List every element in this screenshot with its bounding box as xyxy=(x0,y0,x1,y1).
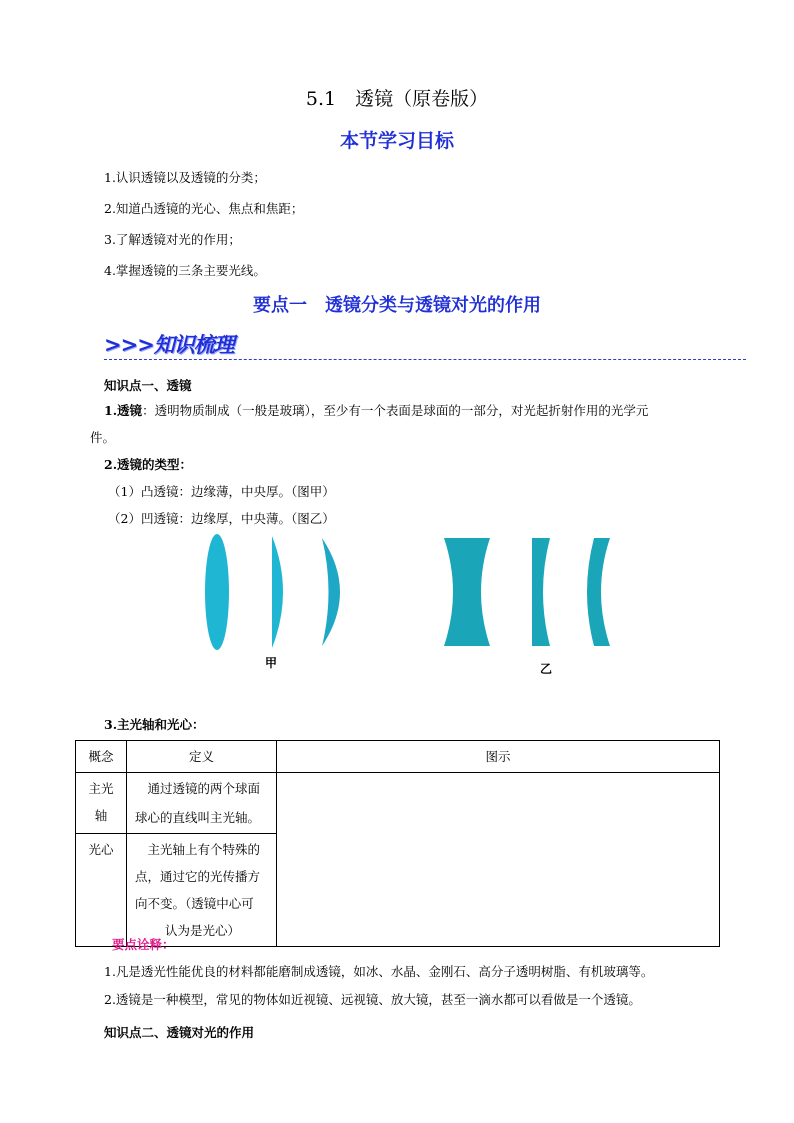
plano-convex-lens xyxy=(272,536,283,648)
header-definition: 定义 xyxy=(127,741,277,773)
lens-type-convex: （1）凸透镜：边缘薄，中央厚。（图甲） xyxy=(108,484,335,499)
learning-goals-title: 本节学习目标 xyxy=(339,130,454,152)
lens-definition-text: ：透明物质制成（一般是玻璃），至少有一个表面是球面的一部分，对光起折射作用的光学元 xyxy=(142,403,649,418)
lens-figure xyxy=(190,530,630,680)
goal-item: 3.了解透镜对光的作用； xyxy=(104,232,241,247)
header-diagram: 图示 xyxy=(277,741,720,773)
goal-item: 1.认识透镜以及透镜的分类； xyxy=(104,170,266,185)
note-item: 1.凡是透光性能优良的材料都能磨制成透镜，如冰、水晶、金刚石、高分子透明树脂、有机玻璃等。 xyxy=(104,964,654,979)
lens-type-concave: （2）凹透镜：边缘厚，中央薄。（图乙） xyxy=(108,511,335,526)
page-title: 5.1 透镜（原卷版） xyxy=(305,88,489,110)
definition-optical-center: 主光轴上有个特殊的 点，通过它的光传播方 向不变。（透镜中心可 认为是光心） xyxy=(127,834,277,947)
lens-definition-cont: 件。 xyxy=(90,430,116,445)
axis-center-table xyxy=(75,740,720,947)
lens-types-heading: 2.透镜的类型： xyxy=(104,457,193,472)
plano-concave-lens xyxy=(532,538,550,646)
meniscus-convex-lens xyxy=(322,538,340,646)
figure-label-jia: 甲 xyxy=(265,656,278,670)
concept-optical-center: 光心 xyxy=(76,834,127,947)
header-concept: 概念 xyxy=(76,741,127,773)
knowledge-point-2-heading: 知识点二、透镜对光的作用 xyxy=(104,1025,255,1040)
key-notes-heading: 要点诠释： xyxy=(112,937,175,952)
goal-item: 2.知道凸透镜的光心、焦点和焦距； xyxy=(104,201,304,216)
biconcave-lens xyxy=(444,538,490,646)
dashed-divider xyxy=(104,359,746,360)
knowledge-banner: >>>知识梳理 xyxy=(104,332,234,357)
note-item: 2.透镜是一种模型，常见的物体如近视镜、远视镜、放大镜，甚至一滴水都可以看做是一个透镜。 xyxy=(104,992,641,1007)
section-title: 要点一 透镜分类与透镜对光的作用 xyxy=(253,295,541,316)
principal-axis-heading: 3.主光轴和光心： xyxy=(104,717,205,732)
goal-item: 4.掌握透镜的三条主要光线。 xyxy=(104,263,266,278)
biconvex-lens xyxy=(205,534,229,650)
knowledge-point-1-heading: 知识点一、透镜 xyxy=(104,378,192,393)
concept-principal-axis: 主光 轴 xyxy=(76,773,127,834)
figure-label-yi: 乙 xyxy=(540,662,553,676)
meniscus-concave-lens xyxy=(587,538,610,646)
lens-definition xyxy=(104,401,744,419)
diagram-cell xyxy=(277,773,720,947)
lens-definition-label: 1.透镜 xyxy=(104,403,143,418)
definition-principal-axis: 通过透镜的两个球面 球心的直线叫主光轴。 xyxy=(127,773,277,834)
